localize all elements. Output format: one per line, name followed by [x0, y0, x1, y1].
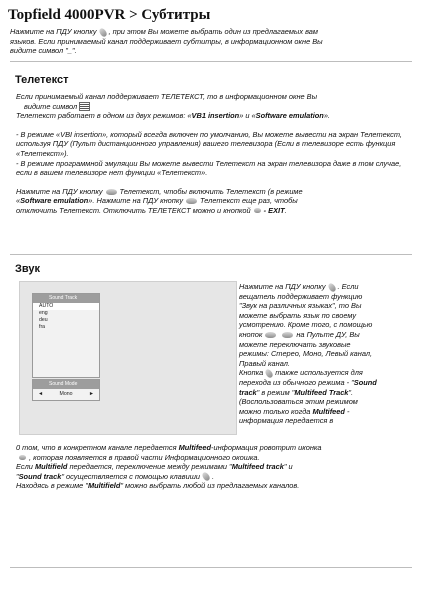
- subtitles-line3: видите символ "_".: [10, 46, 77, 56]
- sound-r14a: можно только когда: [239, 406, 311, 416]
- subtitles-paragraph: [10, 27, 410, 56]
- sound-r5: усмотрению. Кроме того, с помощью: [239, 320, 373, 330]
- bottom-multifeed: Multifeed: [178, 443, 212, 452]
- track-bold: track: [239, 387, 257, 397]
- bottom-l1-pre: 0 том, что в конкретном канале передается: [16, 443, 177, 452]
- sound-r7: можете переключать звуковые: [239, 339, 351, 349]
- sound-r6a: кнопок: [239, 329, 263, 339]
- multifeed-bold: Multifeed: [312, 406, 345, 416]
- mode-right-arrow: ►: [88, 391, 94, 397]
- exit-button-icon: [254, 208, 261, 213]
- sound-r13: (Воспользоваться этим режимом: [239, 397, 358, 407]
- software-emulation-bold: Software emulation: [20, 196, 89, 206]
- teletext-p4c-pre: «: [16, 196, 21, 206]
- bottom-multifield-2: Multifield: [87, 481, 121, 491]
- multifeed-track-bold: Multifeed Track: [294, 387, 349, 397]
- teletext-symbol-icon: [79, 102, 90, 111]
- sound-r1b: . Если: [337, 282, 359, 291]
- bottom-l1-post: -информация ровотрит иконка: [211, 443, 322, 452]
- sound-r12b: ".: [348, 387, 354, 397]
- sound-r11a: перехода из обычного режима - ": [239, 377, 354, 387]
- teletext-heading: Телетекст: [15, 74, 69, 86]
- sound-r6b: на Пульте ДУ, Вы: [296, 329, 360, 339]
- sound-r8: режимы: Стерео, Моно, Левый канал,: [239, 349, 373, 359]
- bottom-l3-mid: передается, переключение между режимами ": [69, 462, 232, 472]
- teletext-button-icon-2: [186, 198, 197, 204]
- teletext-p3: - В режиме программной эмуляции Вы можете вывести Телетекст на экран телевизора даже в том случае, если в вашем телевизоре нет функции «Телетекст».: [16, 158, 402, 178]
- sound-heading: Звук: [15, 263, 41, 275]
- teletext-p4d-pre: отключить Телетекст. Отключить ТЕЛЕТЕКСТ можно и кнопкой: [16, 205, 251, 215]
- teletext-p4c-mid: ». Нажмите на ПДУ кнопку: [88, 196, 184, 206]
- bottom-multifeed-track: Multifeed track: [231, 462, 284, 472]
- teletext-p1a: Если принимаемый канал поддерживает ТЕЛЕТЕКСТ, то в информационном окне Вы: [16, 92, 318, 101]
- multifeed-indicator-icon: [19, 455, 26, 460]
- teletext-modes-end: ».: [323, 111, 330, 121]
- sound-mode-box: [32, 379, 100, 401]
- divider: [10, 61, 412, 62]
- sound-r10a: Кнопка: [239, 368, 264, 378]
- teletext-button-icon: [106, 189, 117, 195]
- bottom-l3-post: " и: [283, 462, 293, 472]
- bottom-l4-end: .: [212, 471, 215, 481]
- bottom-l3-pre: Если: [16, 462, 33, 472]
- mode-left-arrow: ◄: [38, 391, 44, 397]
- menu-item-fra: fra: [39, 324, 46, 330]
- sound-r9: Правый канал.: [239, 358, 290, 368]
- sound-right-text: [239, 282, 415, 426]
- menu-item-auto: AUTO: [33, 303, 99, 310]
- sound-r2: вещатель поддерживает функцию: [239, 291, 363, 301]
- teletext-modes-and: » и «: [239, 111, 256, 121]
- sound-track-bold: Sound: [353, 377, 377, 387]
- subtitle-button-icon: [97, 27, 107, 38]
- divider-3: [10, 567, 412, 568]
- bottom-l5-pre: Находясь в режиме ": [16, 481, 88, 491]
- sound-r12a: " в режим ": [256, 387, 295, 397]
- subtitles-line1a: Нажмите на ПДУ кнопку: [10, 27, 97, 36]
- sound-track-menu-title: Sound Track: [33, 294, 99, 303]
- sound-mode-value: Mono: [59, 391, 73, 397]
- bottom-l4-post: " осуществляется с помощью клавиши: [61, 471, 201, 481]
- teletext-p1b: видите символ: [24, 101, 78, 111]
- right-button-icon: [282, 332, 293, 338]
- divider-2: [10, 254, 412, 255]
- sound-r1: Нажмите на ПДУ кнопку: [239, 282, 326, 291]
- teletext-p2: - В режиме «VBI insertion», который всегда включен по умолчанию, Вы можете вывести на экран Телетекст, используя ПДУ (Пульт дистанционного управления) вашего телевизора (Если в телевизоре есть функция «Телетекст»).: [16, 129, 402, 158]
- menu-item-eng: eng: [39, 310, 48, 316]
- sound-mode-title: Sound Mode: [33, 380, 99, 389]
- bottom-l2: , которая появляется в правой части Информационного окошка.: [29, 452, 260, 462]
- mode-vbi-insertion: VB1 insertion: [191, 111, 240, 121]
- bottom-multifield: Multifield: [34, 462, 68, 472]
- teletext-p4a: Нажмите на ПДУ кнопку: [16, 186, 103, 196]
- sound-r14b: -: [346, 406, 350, 416]
- tv-screen-image: [19, 281, 237, 435]
- page-title: Topfield 4000PVR > Субтитры: [8, 7, 211, 23]
- bottom-l4-pre: ": [16, 471, 19, 481]
- sound-r4: можете выбрать язык по своему: [239, 310, 357, 320]
- left-button-icon: [265, 332, 276, 338]
- exit-label: - EXIT: [263, 205, 285, 215]
- teletext-p4b: Телетекст, чтобы включить Телетекст (в режиме: [119, 186, 303, 196]
- sound-r3: "Звук на различных языках", то Вы: [239, 301, 362, 311]
- sound-r15: информация передается в: [239, 416, 334, 426]
- teletext-p4d-post: .: [284, 205, 287, 215]
- sound-bottom-text: [16, 443, 412, 491]
- bottom-l5-post: " можно выбрать любой из предлагаемых каналов.: [120, 481, 300, 491]
- teletext-modes-text: Телетекст работает в одном из двух режимов: «: [16, 111, 192, 121]
- sound-r10b: также используется для: [275, 368, 363, 378]
- menu-item-deu: deu: [39, 317, 48, 323]
- sound-track-menu: [32, 293, 100, 378]
- bottom-sound-track: Sound track: [18, 471, 62, 481]
- teletext-p4c-post: Телетекст еще раз, чтобы: [200, 196, 298, 206]
- mode-software-emulation: Software emulation: [255, 111, 324, 121]
- audio-button-icon: [326, 282, 336, 293]
- subtitles-line1b: , при этом Вы можете выбрать один из предлагаемых вам: [108, 27, 318, 36]
- teletext-section: [16, 92, 406, 216]
- subtitles-line2: языков. Если принимаемый канал поддерживает субтитры, в информационном окне Вы: [10, 36, 323, 46]
